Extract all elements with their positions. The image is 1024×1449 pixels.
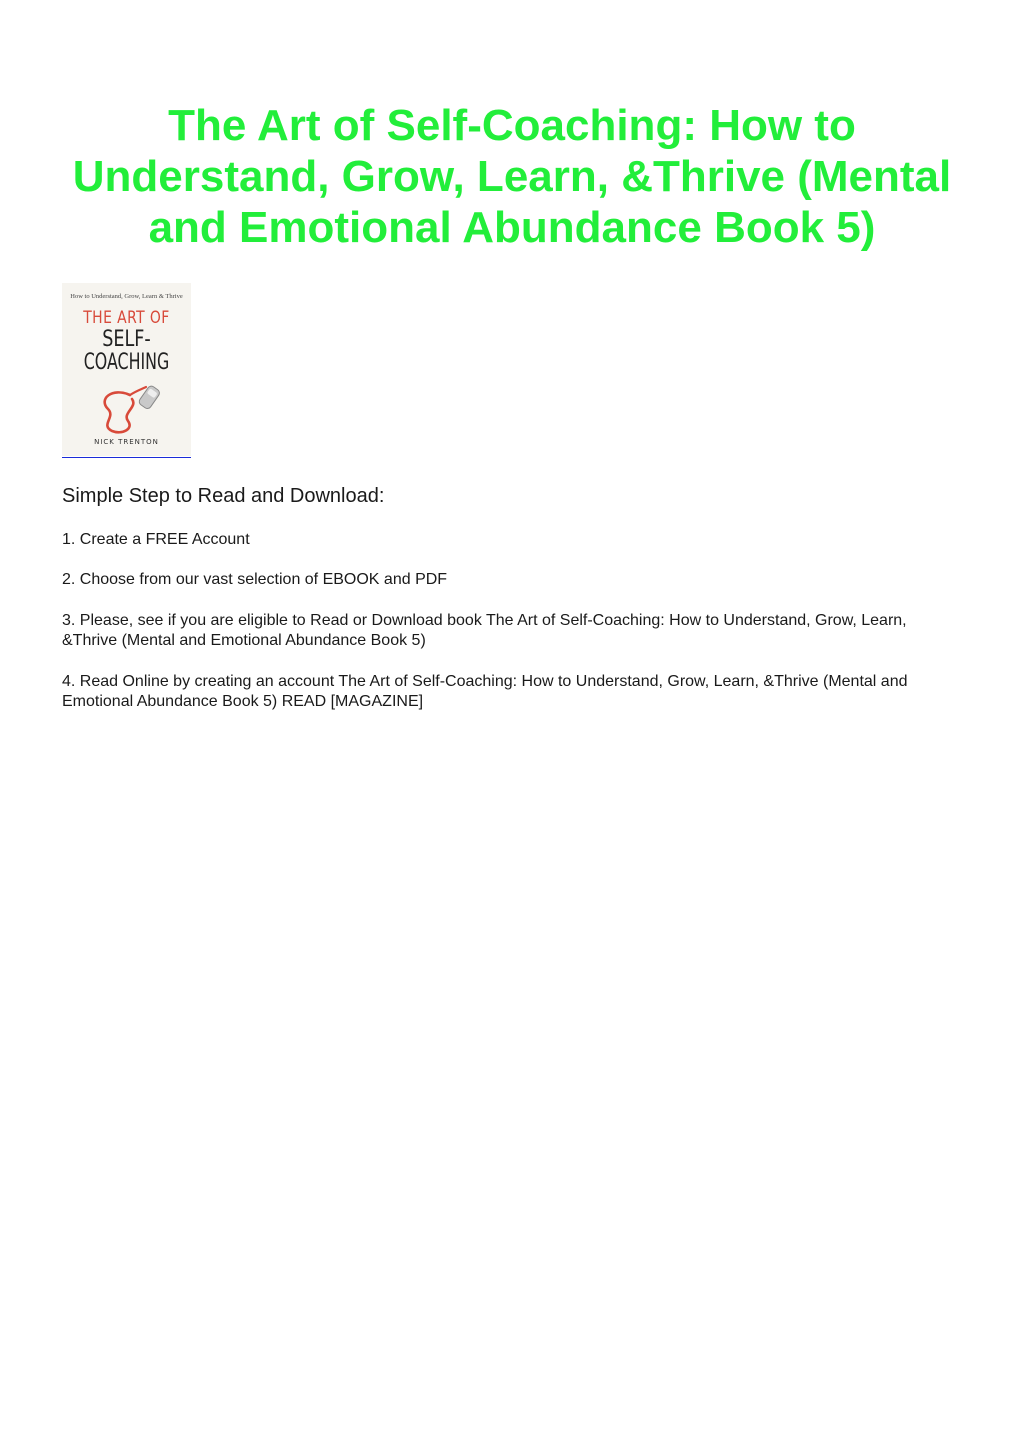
steps-heading: Simple Step to Read and Download: <box>62 485 385 507</box>
cover-author: NICK TRENTON <box>94 438 159 446</box>
step-item: 2. Choose from our vast selection of EBOOK and PDF <box>62 571 448 588</box>
cover-title-line-3: COACHING <box>83 350 170 375</box>
page-title: The Art of Self-Coaching: How to Understand, Grow, Learn, &Thrive (Mental and Emotional Abundance Book 5) <box>72 101 952 252</box>
whistle-icon <box>92 381 162 437</box>
step-item: 3. Please, see if you are eligible to Read or Download book The Art of Self-Coaching: How to Understand, Grow, Learn, &Thrive (Mental and Emotional Abundance Book 5) <box>62 612 907 649</box>
cover-subtitle: How to Understand, Grow, Learn & Thrive <box>70 293 183 300</box>
cover-title-line-1: THE ART OF <box>83 308 170 328</box>
step-item: 4. Read Online by creating an account The Art of Self-Coaching: How to Understand, Grow, Learn, &Thrive (Mental and Emotional Abundance Book 5) READ [MAGAZINE] <box>62 673 908 710</box>
book-cover-link[interactable] <box>62 283 191 458</box>
cover-title-line-2: SELF- <box>102 327 151 352</box>
book-cover-image[interactable] <box>62 283 191 456</box>
step-item: 1. Create a FREE Account <box>62 531 250 548</box>
